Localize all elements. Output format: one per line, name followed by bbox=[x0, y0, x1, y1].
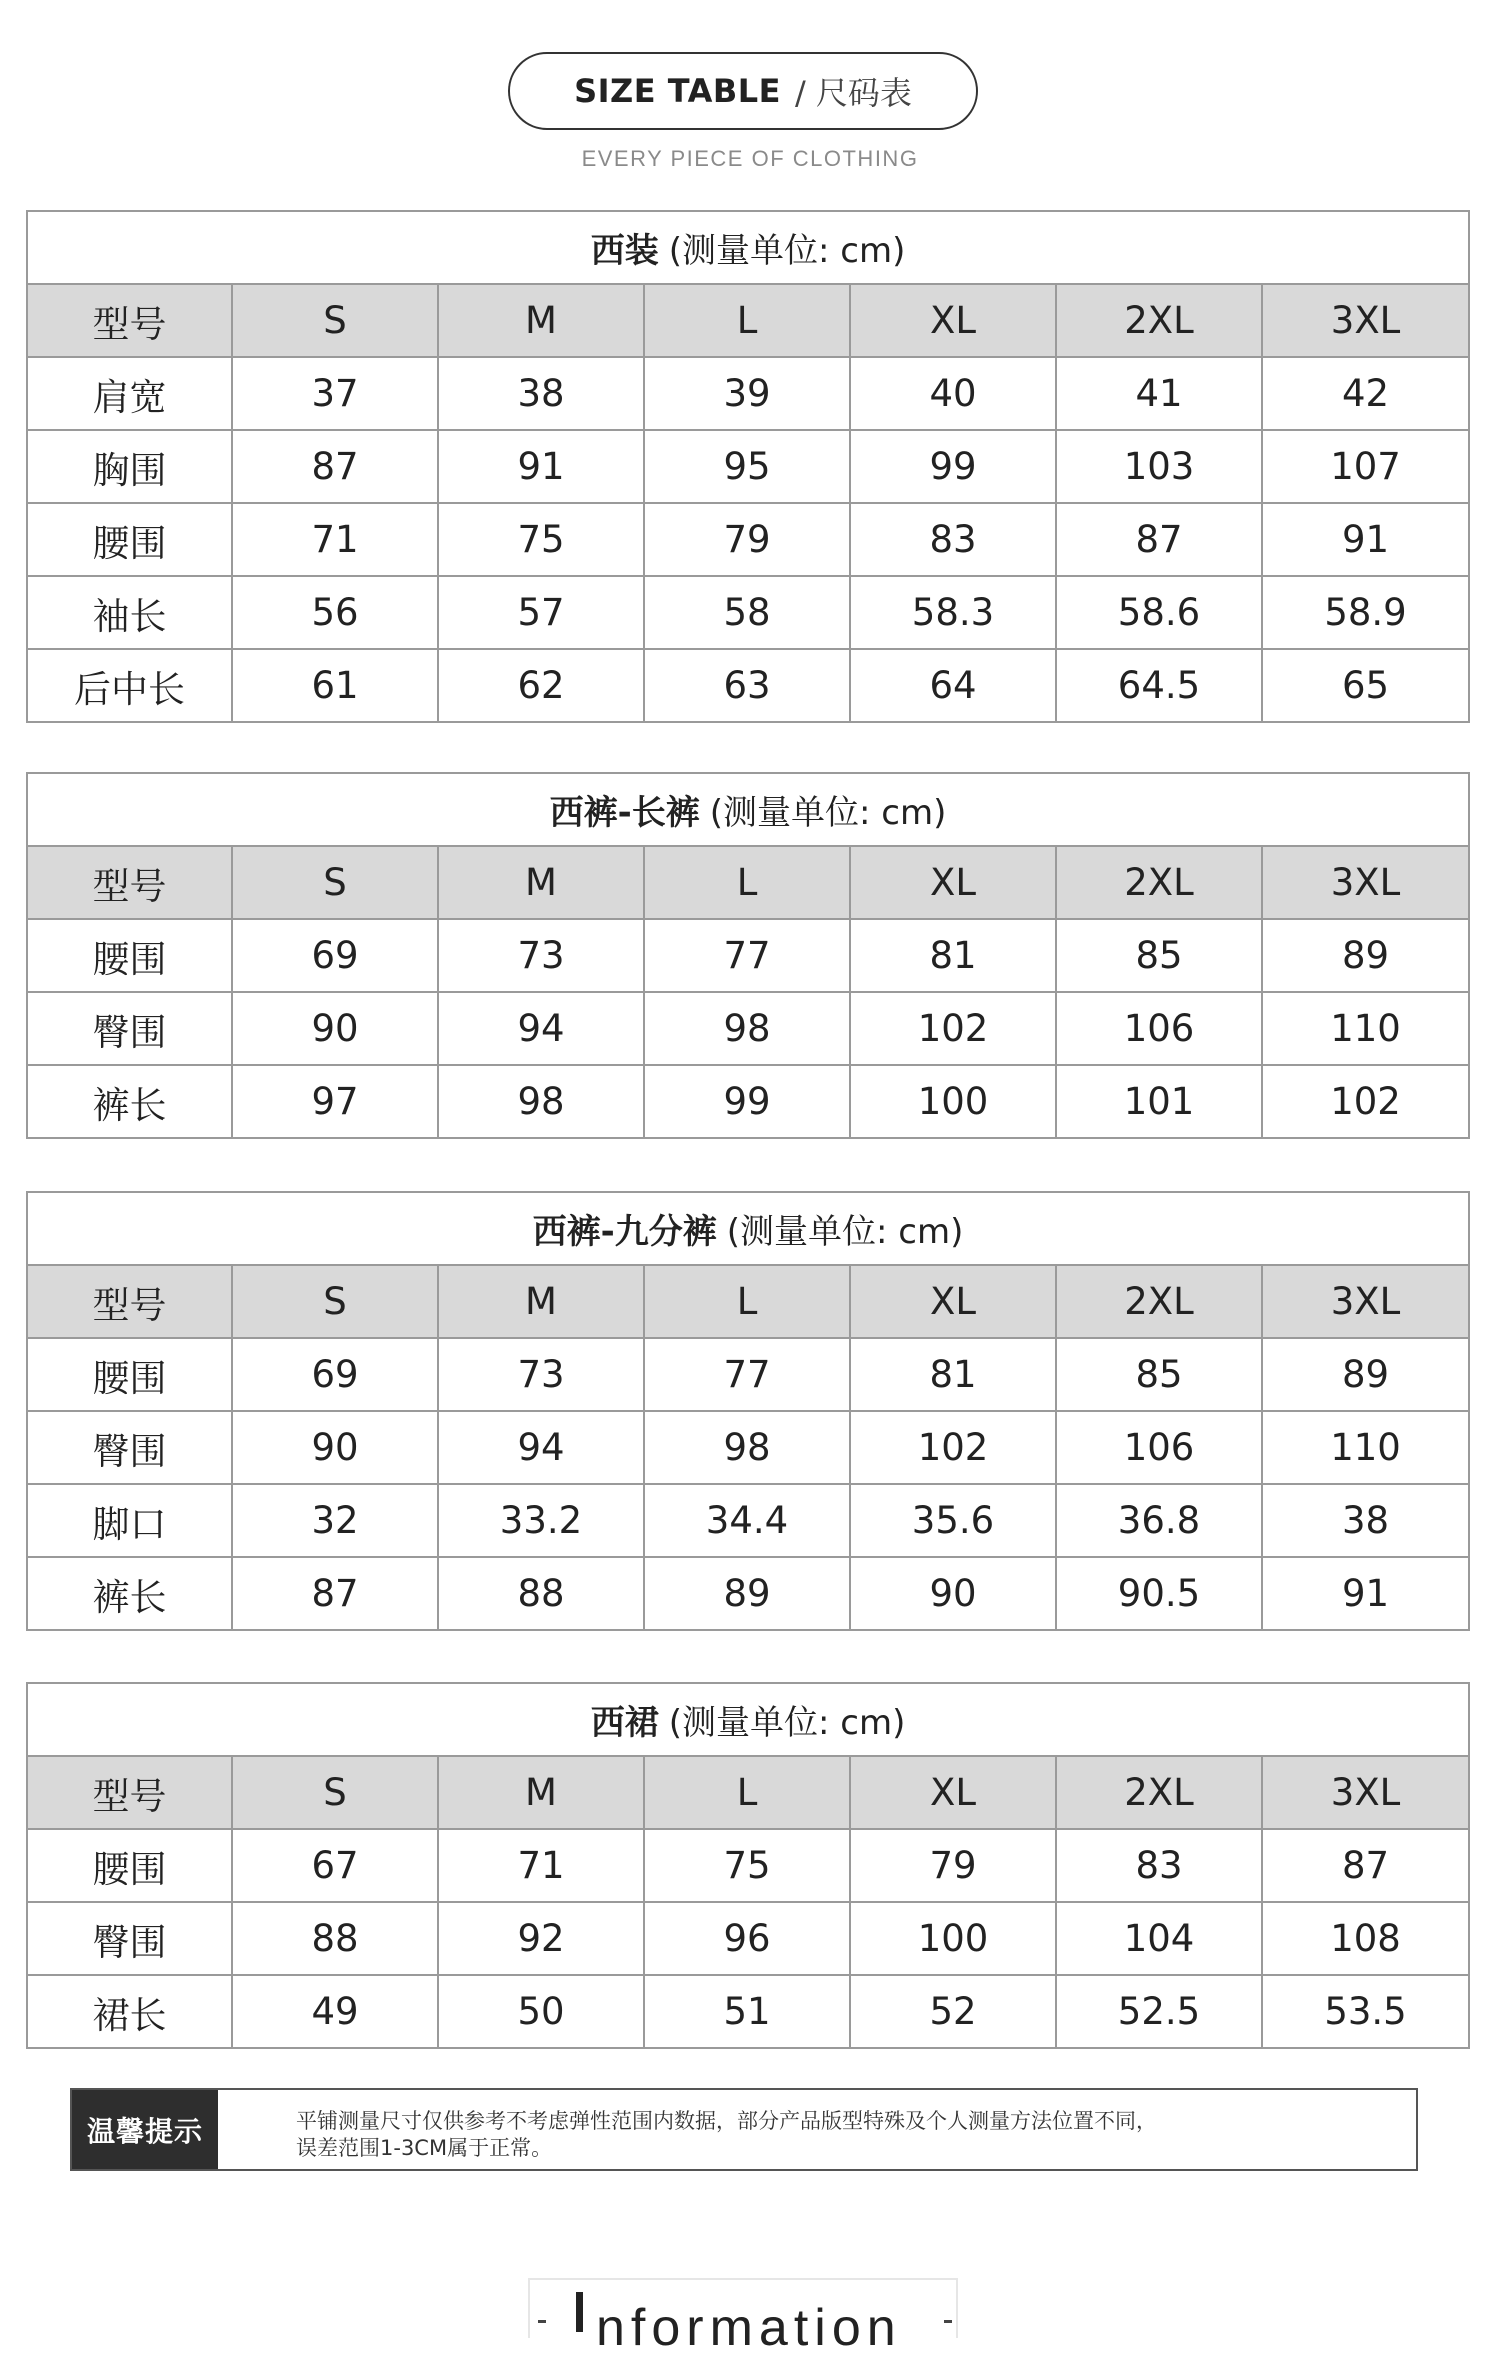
table-header-row bbox=[27, 1265, 1469, 1338]
measurement-value-cell: 52 bbox=[850, 1975, 1056, 2048]
measurement-value-cell: 79 bbox=[644, 503, 850, 576]
measurement-value-cell: 89 bbox=[1262, 919, 1469, 992]
table-title bbox=[27, 1683, 1469, 1756]
measurement-value-cell: 104 bbox=[1056, 1902, 1262, 1975]
measurement-value-cell: 91 bbox=[438, 430, 644, 503]
measurement-value-cell: 85 bbox=[1056, 1338, 1262, 1411]
notice-line-1: 平铺测量尺寸仅供参考不考虑弹性范围内数据，部分产品版型特殊及个人测量方法位置不同， bbox=[296, 2109, 1157, 2133]
measurement-value-cell: 110 bbox=[1262, 1411, 1469, 1484]
size-header-cell: S bbox=[232, 846, 438, 919]
table-header-row bbox=[27, 1756, 1469, 1829]
left-dash bbox=[538, 2320, 546, 2323]
measurement-value-cell: 83 bbox=[850, 503, 1056, 576]
measurement-value-cell: 35.6 bbox=[850, 1484, 1056, 1557]
table-title-row bbox=[27, 1192, 1469, 1265]
table-unit: (测量单位: cm) bbox=[668, 1703, 906, 1743]
measurement-value-cell: 39 bbox=[644, 357, 850, 430]
size-header-cell: L bbox=[644, 284, 850, 357]
measurement-value-cell: 102 bbox=[1262, 1065, 1469, 1138]
size-header-cell: 2XL bbox=[1056, 1756, 1262, 1829]
measurement-value-cell: 50 bbox=[438, 1975, 644, 2048]
measurement-label-cell: 臀围 bbox=[27, 992, 232, 1065]
measurement-label-cell: 裤长 bbox=[27, 1557, 232, 1630]
model-header-cell: 型号 bbox=[27, 284, 232, 357]
table-unit: (测量单位: cm) bbox=[726, 1212, 964, 1252]
measurement-value-cell: 83 bbox=[1056, 1829, 1262, 1902]
measurement-value-cell: 110 bbox=[1262, 992, 1469, 1065]
measurement-label-cell: 肩宽 bbox=[27, 357, 232, 430]
information-text: nformation bbox=[596, 2299, 902, 2357]
model-header-cell: 型号 bbox=[27, 1265, 232, 1338]
measurement-value-cell: 58.6 bbox=[1056, 576, 1262, 649]
suit-size-table bbox=[26, 210, 1470, 723]
size-header-cell: S bbox=[232, 1265, 438, 1338]
size-header-cell: L bbox=[644, 1265, 850, 1338]
measurement-value-cell: 100 bbox=[850, 1902, 1056, 1975]
measurement-value-cell: 95 bbox=[644, 430, 850, 503]
measurement-value-cell: 96 bbox=[644, 1902, 850, 1975]
measurement-value-cell: 90 bbox=[232, 992, 438, 1065]
measurement-value-cell: 71 bbox=[232, 503, 438, 576]
measurement-value-cell: 33.2 bbox=[438, 1484, 644, 1557]
measurement-label-cell: 裤长 bbox=[27, 1065, 232, 1138]
table-row bbox=[27, 1411, 1469, 1484]
measurement-value-cell: 98 bbox=[644, 992, 850, 1065]
measurement-value-cell: 53.5 bbox=[1262, 1975, 1469, 2048]
size-header-cell: 2XL bbox=[1056, 284, 1262, 357]
measurement-value-cell: 65 bbox=[1262, 649, 1469, 722]
table-row bbox=[27, 357, 1469, 430]
measurement-value-cell: 87 bbox=[232, 430, 438, 503]
measurement-value-cell: 32 bbox=[232, 1484, 438, 1557]
measurement-value-cell: 108 bbox=[1262, 1902, 1469, 1975]
measurement-label-cell: 腰围 bbox=[27, 919, 232, 992]
measurement-value-cell: 99 bbox=[644, 1065, 850, 1138]
measurement-label-cell: 胸围 bbox=[27, 430, 232, 503]
measurement-value-cell: 41 bbox=[1056, 357, 1262, 430]
table-row bbox=[27, 576, 1469, 649]
header-title: SIZE TABLE bbox=[574, 72, 781, 110]
measurement-label-cell: 脚口 bbox=[27, 1484, 232, 1557]
notice-box bbox=[70, 2088, 1418, 2171]
size-header-cell: XL bbox=[850, 846, 1056, 919]
measurement-value-cell: 71 bbox=[438, 1829, 644, 1902]
table-title bbox=[27, 773, 1469, 846]
header-subtitle: EVERY PIECE OF CLOTHING bbox=[581, 146, 919, 171]
notice-label: 温馨提示 bbox=[72, 2090, 218, 2169]
measurement-value-cell: 73 bbox=[438, 1338, 644, 1411]
measurement-value-cell: 58 bbox=[644, 576, 850, 649]
measurement-label-cell: 裙长 bbox=[27, 1975, 232, 2048]
notice-text bbox=[218, 2090, 1416, 2169]
table-name: 西装 bbox=[590, 231, 659, 271]
measurement-value-cell: 89 bbox=[1262, 1338, 1469, 1411]
table-row bbox=[27, 503, 1469, 576]
table-row bbox=[27, 992, 1469, 1065]
measurement-value-cell: 88 bbox=[232, 1902, 438, 1975]
measurement-value-cell: 94 bbox=[438, 992, 644, 1065]
table-name: 西裙 bbox=[590, 1703, 659, 1743]
measurement-value-cell: 69 bbox=[232, 919, 438, 992]
measurement-value-cell: 79 bbox=[850, 1829, 1056, 1902]
measurement-value-cell: 36.8 bbox=[1056, 1484, 1262, 1557]
measurement-value-cell: 77 bbox=[644, 1338, 850, 1411]
measurement-value-cell: 90 bbox=[850, 1557, 1056, 1630]
measurement-value-cell: 58.9 bbox=[1262, 576, 1469, 649]
measurement-value-cell: 64.5 bbox=[1056, 649, 1262, 722]
measurement-value-cell: 77 bbox=[644, 919, 850, 992]
measurement-value-cell: 87 bbox=[1262, 1829, 1469, 1902]
measurement-value-cell: 61 bbox=[232, 649, 438, 722]
size-header-cell: S bbox=[232, 284, 438, 357]
measurement-value-cell: 40 bbox=[850, 357, 1056, 430]
table-header-row bbox=[27, 846, 1469, 919]
measurement-value-cell: 102 bbox=[850, 1411, 1056, 1484]
table-row bbox=[27, 1065, 1469, 1138]
measurement-value-cell: 56 bbox=[232, 576, 438, 649]
table-row bbox=[27, 1557, 1469, 1630]
measurement-value-cell: 87 bbox=[232, 1557, 438, 1630]
long-trousers-size-table bbox=[26, 772, 1470, 1139]
measurement-value-cell: 102 bbox=[850, 992, 1056, 1065]
measurement-value-cell: 88 bbox=[438, 1557, 644, 1630]
size-header-cell: L bbox=[644, 846, 850, 919]
table-row bbox=[27, 1484, 1469, 1557]
measurement-value-cell: 98 bbox=[438, 1065, 644, 1138]
measurement-value-cell: 62 bbox=[438, 649, 644, 722]
measurement-value-cell: 75 bbox=[438, 503, 644, 576]
information-bar bbox=[576, 2292, 583, 2332]
size-header-cell: 3XL bbox=[1262, 1756, 1469, 1829]
measurement-label-cell: 臀围 bbox=[27, 1411, 232, 1484]
measurement-value-cell: 91 bbox=[1262, 503, 1469, 576]
size-header-cell: 3XL bbox=[1262, 846, 1469, 919]
size-header-cell: XL bbox=[850, 1756, 1056, 1829]
measurement-label-cell: 后中长 bbox=[27, 649, 232, 722]
table-row bbox=[27, 430, 1469, 503]
table-header-row bbox=[27, 284, 1469, 357]
size-header-cell: 3XL bbox=[1262, 1265, 1469, 1338]
size-header-cell: S bbox=[232, 1756, 438, 1829]
measurement-value-cell: 85 bbox=[1056, 919, 1262, 992]
size-header-cell: 3XL bbox=[1262, 284, 1469, 357]
size-header-cell: M bbox=[438, 1756, 644, 1829]
size-header-cell: 2XL bbox=[1056, 1265, 1262, 1338]
measurement-value-cell: 64 bbox=[850, 649, 1056, 722]
measurement-value-cell: 58.3 bbox=[850, 576, 1056, 649]
measurement-value-cell: 92 bbox=[438, 1902, 644, 1975]
measurement-label-cell: 腰围 bbox=[27, 503, 232, 576]
measurement-value-cell: 51 bbox=[644, 1975, 850, 2048]
table-title bbox=[27, 211, 1469, 284]
measurement-label-cell: 袖长 bbox=[27, 576, 232, 649]
table-row bbox=[27, 919, 1469, 992]
measurement-value-cell: 106 bbox=[1056, 992, 1262, 1065]
measurement-value-cell: 63 bbox=[644, 649, 850, 722]
size-header-cell: XL bbox=[850, 284, 1056, 357]
model-header-cell: 型号 bbox=[27, 1756, 232, 1829]
measurement-value-cell: 90.5 bbox=[1056, 1557, 1262, 1630]
measurement-value-cell: 99 bbox=[850, 430, 1056, 503]
measurement-value-cell: 101 bbox=[1056, 1065, 1262, 1138]
right-dash bbox=[944, 2320, 952, 2323]
measurement-value-cell: 91 bbox=[1262, 1557, 1469, 1630]
cropped-trousers-size-table bbox=[26, 1191, 1470, 1631]
table-name: 西裤-九分裤 bbox=[532, 1212, 717, 1252]
table-name: 西裤-长裤 bbox=[549, 793, 700, 833]
measurement-value-cell: 90 bbox=[232, 1411, 438, 1484]
size-header-cell: M bbox=[438, 1265, 644, 1338]
table-row bbox=[27, 1338, 1469, 1411]
measurement-value-cell: 97 bbox=[232, 1065, 438, 1138]
size-header-cell: M bbox=[438, 846, 644, 919]
table-title-row bbox=[27, 773, 1469, 846]
measurement-value-cell: 37 bbox=[232, 357, 438, 430]
measurement-value-cell: 42 bbox=[1262, 357, 1469, 430]
measurement-value-cell: 106 bbox=[1056, 1411, 1262, 1484]
measurement-value-cell: 34.4 bbox=[644, 1484, 850, 1557]
table-title-row bbox=[27, 1683, 1469, 1756]
header-title-cn: / 尺码表 bbox=[794, 74, 912, 112]
information-header bbox=[528, 2278, 958, 2357]
size-header-cell: L bbox=[644, 1756, 850, 1829]
measurement-value-cell: 67 bbox=[232, 1829, 438, 1902]
size-table-header bbox=[508, 52, 978, 130]
table-row bbox=[27, 1829, 1469, 1902]
measurement-label-cell: 臀围 bbox=[27, 1902, 232, 1975]
measurement-value-cell: 94 bbox=[438, 1411, 644, 1484]
table-title-row bbox=[27, 211, 1469, 284]
table-row bbox=[27, 649, 1469, 722]
measurement-value-cell: 69 bbox=[232, 1338, 438, 1411]
measurement-value-cell: 103 bbox=[1056, 430, 1262, 503]
table-unit: (测量单位: cm) bbox=[709, 793, 947, 833]
measurement-value-cell: 87 bbox=[1056, 503, 1262, 576]
measurement-value-cell: 107 bbox=[1262, 430, 1469, 503]
measurement-value-cell: 81 bbox=[850, 1338, 1056, 1411]
size-header-cell: XL bbox=[850, 1265, 1056, 1338]
size-header-cell: M bbox=[438, 284, 644, 357]
measurement-value-cell: 89 bbox=[644, 1557, 850, 1630]
table-row bbox=[27, 1902, 1469, 1975]
measurement-value-cell: 57 bbox=[438, 576, 644, 649]
model-header-cell: 型号 bbox=[27, 846, 232, 919]
measurement-value-cell: 75 bbox=[644, 1829, 850, 1902]
measurement-value-cell: 98 bbox=[644, 1411, 850, 1484]
size-header-cell: 2XL bbox=[1056, 846, 1262, 919]
measurement-label-cell: 腰围 bbox=[27, 1338, 232, 1411]
measurement-value-cell: 49 bbox=[232, 1975, 438, 2048]
measurement-label-cell: 腰围 bbox=[27, 1829, 232, 1902]
measurement-value-cell: 73 bbox=[438, 919, 644, 992]
table-title bbox=[27, 1192, 1469, 1265]
measurement-value-cell: 81 bbox=[850, 919, 1056, 992]
table-unit: (测量单位: cm) bbox=[668, 231, 906, 271]
table-row bbox=[27, 1975, 1469, 2048]
notice-line-2: 误差范围1-3CM属于正常。 bbox=[296, 2136, 553, 2160]
measurement-value-cell: 38 bbox=[1262, 1484, 1469, 1557]
skirt-size-table bbox=[26, 1682, 1470, 2049]
measurement-value-cell: 38 bbox=[438, 357, 644, 430]
measurement-value-cell: 100 bbox=[850, 1065, 1056, 1138]
measurement-value-cell: 52.5 bbox=[1056, 1975, 1262, 2048]
